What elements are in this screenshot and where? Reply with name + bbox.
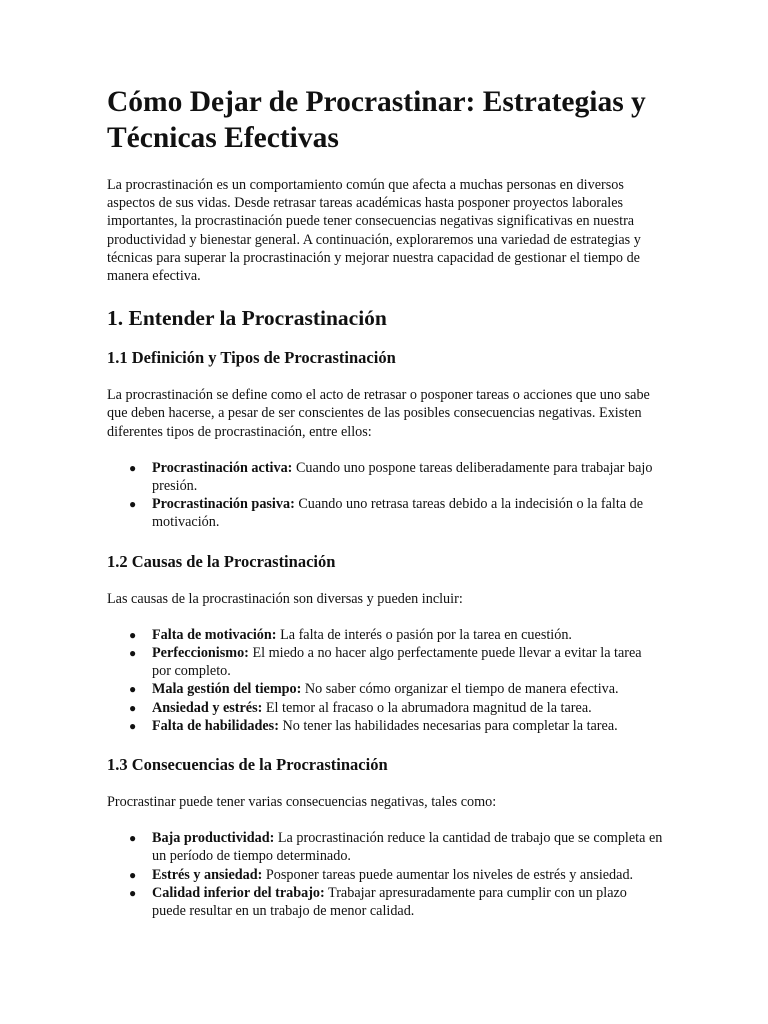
subsection-1-3-list — [107, 829, 663, 920]
bullet-icon: ● — [129, 682, 137, 697]
list-item-text: Cuando uno retrasa tareas debido a la indecisión o la falta de motivación. — [152, 496, 644, 531]
list-item-text: El temor al fracaso o la abrumadora magnitud de la tarea. — [262, 699, 592, 716]
list-item-term: Falta de motivación: — [152, 626, 277, 643]
list-item — [107, 626, 663, 644]
list-item-text: El miedo a no hacer algo perfectamente puede llevar a evitar la tarea por completo. — [152, 645, 642, 680]
document-page — [107, 84, 663, 940]
bullet-icon: ● — [129, 831, 137, 846]
list-item-text: La procrastinación reduce la cantidad de trabajo que se completa en un período de tiempo determinado. — [152, 830, 663, 865]
list-item-term: Falta de habilidades: — [152, 717, 279, 734]
bullet-icon: ● — [129, 885, 137, 900]
subsection-1-2-paragraph: Las causas de la procrastinación son diversas y pueden incluir: — [107, 590, 463, 607]
list-item-term: Estrés y ansiedad: — [152, 866, 263, 883]
subsection-1-1-list — [107, 459, 663, 532]
list-item-text: No tener las habilidades necesarias para completar la tarea. — [278, 717, 618, 734]
bullet-icon: ● — [129, 718, 137, 733]
document-title: Cómo Dejar de Procrastinar: Estrategias y Técnicas Efectivas — [107, 86, 646, 154]
subsection-1-2-list — [107, 626, 663, 735]
list-item — [107, 644, 663, 680]
list-item-term: Ansiedad y estrés: — [152, 699, 263, 716]
bullet-icon: ● — [129, 646, 137, 661]
subsection-1-2-heading: 1.2 Causas de la Procrastinación — [107, 551, 336, 571]
list-item-term: Perfeccionismo: — [152, 645, 249, 662]
list-item-text: La falta de interés o pasión por la tarea en cuestión. — [276, 626, 572, 643]
bullet-icon: ● — [129, 627, 137, 642]
subsection-1-3-heading: 1.3 Consecuencias de la Procrastinación — [107, 755, 388, 775]
subsection-1-1-paragraph: La procrastinación se define como el acto de retrasar o posponer tareas o acciones que uno sabe que deben hacerse, a pesar de ser conscientes de las posibles consecuencias negativas. Existen diferentes tipos de procrastinación, entre ellos: — [107, 387, 650, 440]
list-item-text: Trabajar apresuradamente para cumplir con un plazo puede resultar en un trabajo de menor calidad. — [152, 884, 627, 920]
bullet-icon: ● — [129, 460, 137, 475]
list-item-text: No saber cómo organizar el tiempo de manera efectiva. — [301, 681, 619, 698]
list-item — [107, 829, 663, 865]
list-item — [107, 884, 663, 920]
list-item-text: Posponer tareas puede aumentar los niveles de estrés y ansiedad. — [262, 866, 634, 883]
subsection-1-3-paragraph: Procrastinar puede tener varias consecuencias negativas, tales como: — [107, 794, 497, 811]
list-item — [107, 717, 663, 735]
list-item — [107, 495, 663, 531]
list-item-term: Procrastinación activa: — [152, 459, 293, 476]
bullet-icon: ● — [129, 867, 137, 882]
list-item-term: Baja productividad: — [152, 830, 275, 847]
intro-paragraph: La procrastinación es un comportamiento común que afecta a muchas personas en diversos aspectos de sus vidas. Desde retrasar tareas académicas hasta posponer proyectos laborales importantes, la procrastinación puede tener consecuencias negativas significativas en nuestra productividad y bienestar general. A continuación, exploraremos una variedad de estrategias y técnicas para superar la procrastinación y mejorar nuestra capacidad de gestionar el tiempo de manera efectiva. — [107, 177, 641, 285]
section-1-heading: 1. Entender la Procrastinación — [107, 306, 387, 331]
list-item-term: Calidad inferior del trabajo: — [152, 884, 325, 901]
list-item — [107, 866, 663, 884]
list-item-text: Cuando uno pospone tareas deliberadamente para trabajar bajo presión. — [152, 459, 653, 495]
list-item-term: Mala gestión del tiempo: — [152, 681, 302, 698]
list-item — [107, 680, 663, 698]
subsection-1-1-heading: 1.1 Definición y Tipos de Procrastinación — [107, 348, 396, 368]
bullet-icon: ● — [129, 497, 137, 512]
bullet-icon: ● — [129, 700, 137, 715]
list-item — [107, 699, 663, 717]
list-item-term: Procrastinación pasiva: — [152, 496, 295, 513]
list-item — [107, 459, 663, 495]
